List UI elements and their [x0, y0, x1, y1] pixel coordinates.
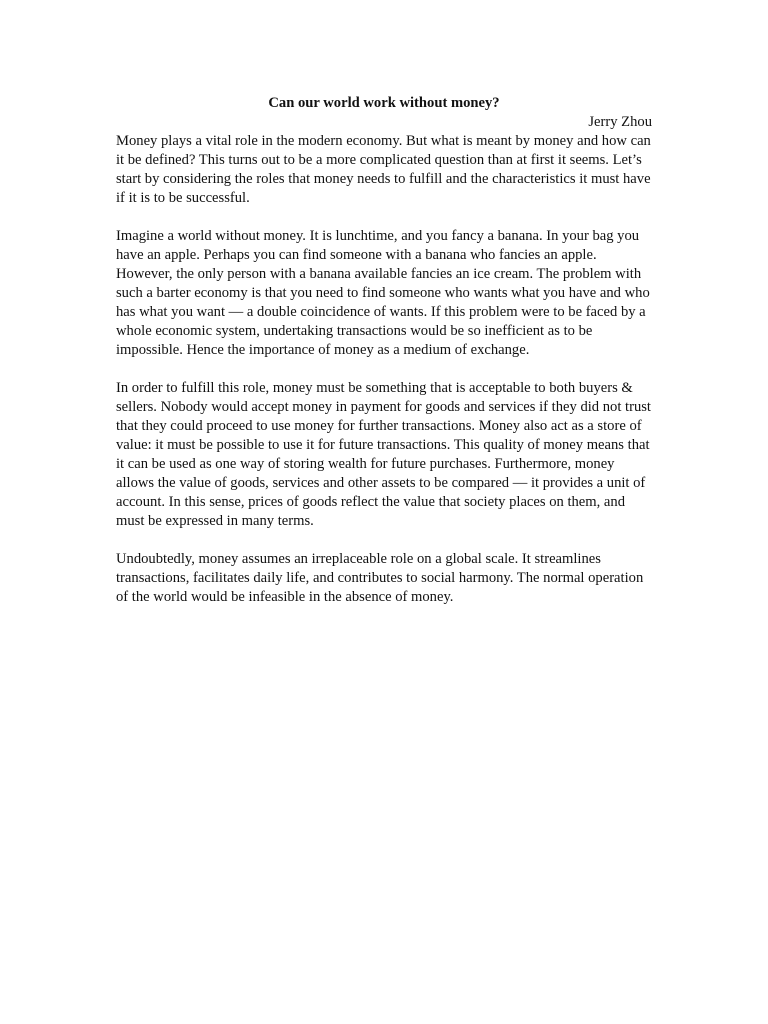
paragraph-1: Money plays a vital role in the modern economy. But what is meant by money and how can it be defined? This turns out to be a more complicated question than at first it seems. Let’s start by considering the roles that money needs to fulfill and the characteristics it must have if it is to be successful.: [116, 133, 651, 206]
document-page: [116, 94, 652, 626]
author-name: Jerry Zhou: [588, 114, 652, 130]
paragraph-2: Imagine a world without money. It is lunchtime, and you fancy a banana. In your bag you have an apple. Perhaps you can find someone with a banana who fancies an apple. However, the only person with a banana available fancies an ice cream. The problem with such a barter economy is that you need to find someone who wants what you have and who has what you want — a double coincidence of wants. If this problem were to be faced by a whole economic system, undertaking transactions would be so inefficient as to be impossible. Hence the importance of money as a medium of exchange.: [116, 228, 650, 358]
paragraph-4: Undoubtedly, money assumes an irreplaceable role on a global scale. It streamlines transactions, facilitates daily life, and contributes to social harmony. The normal operation of the world would be infeasible in the absence of money.: [116, 551, 644, 605]
document-title: Can our world work without money?: [268, 95, 500, 111]
paragraph-3: In order to fulfill this role, money must be something that is acceptable to both buyers & sellers. Nobody would accept money in payment for goods and services if they did not trust that they could proceed to use money for further transactions. Money also act as a store of value: it must be possible to use it for future transactions. This quality of money means that it can be used as one way of storing wealth for future purchases. Furthermore, money allows the value of goods, services and other assets to be compared — it provides a unit of account. In this sense, prices of goods reflect the value that society places on them, and must be expressed in many terms.: [116, 380, 651, 529]
